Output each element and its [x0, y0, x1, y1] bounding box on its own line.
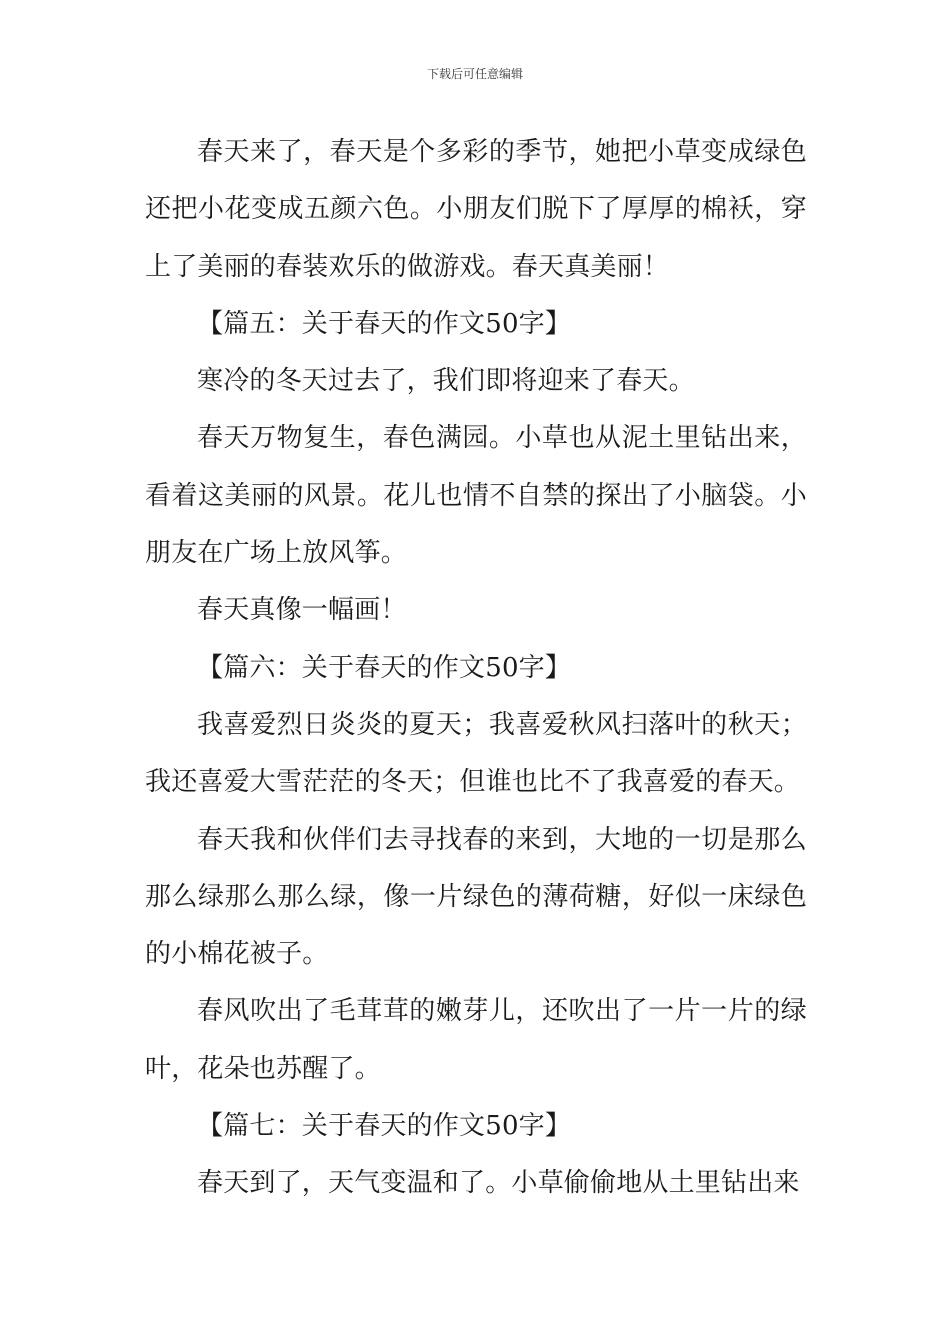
- paragraph-spring-wind: 春风吹出了毛茸茸的嫩芽儿，还吹出了一片一片的绿叶，花朵也苏醒了。: [145, 996, 807, 1084]
- page-header-note: 下载后可任意编辑: [426, 67, 523, 81]
- paragraph-seasons: 我喜爱烈日炎炎的夏天；我喜爱秋风扫落叶的秋天；我还喜爱大雪茫茫的冬天；但谁也比不了我喜爱的春天。: [145, 709, 807, 798]
- paragraph-spring-revival: 春天万物复生，春色满园。小草也从泥土里钻出来，看着这美丽的风景。花儿也情不自禁的探出了小脑袋。小朋友在广场上放风筝。: [145, 423, 807, 569]
- section-heading-7: 【篇七：关于春天的作文50字】: [197, 1111, 572, 1142]
- paragraph-finding-spring: 春天我和伙伴们去寻找春的来到，大地的一切是那么那么绿那么那么绿，像一片绿色的薄荷糖，好似一床绿色的小棉花被子。: [145, 824, 807, 970]
- paragraph-winter-passed: 寒冷的冬天过去了，我们即将迎来了春天。: [197, 366, 695, 397]
- section-heading-5: 【篇五：关于春天的作文50字】: [197, 308, 572, 339]
- paragraph-spring-painting: 春天真像一幅画！: [197, 595, 407, 626]
- document-body: [145, 124, 807, 1213]
- paragraph-spring-arrived: 春天到了，天气变温和了。小草偷偷地从土里钻出来: [197, 1168, 800, 1199]
- section-heading-6: 【篇六：关于春天的作文50字】: [197, 652, 572, 683]
- paragraph-spring-colorful: 春天来了，春天是个多彩的季节，她把小草变成绿色还把小花变成五颜六色。小朋友们脱下了厚厚的棉袄，穿上了美丽的春装欢乐的做游戏。春天真美丽！: [145, 137, 807, 282]
